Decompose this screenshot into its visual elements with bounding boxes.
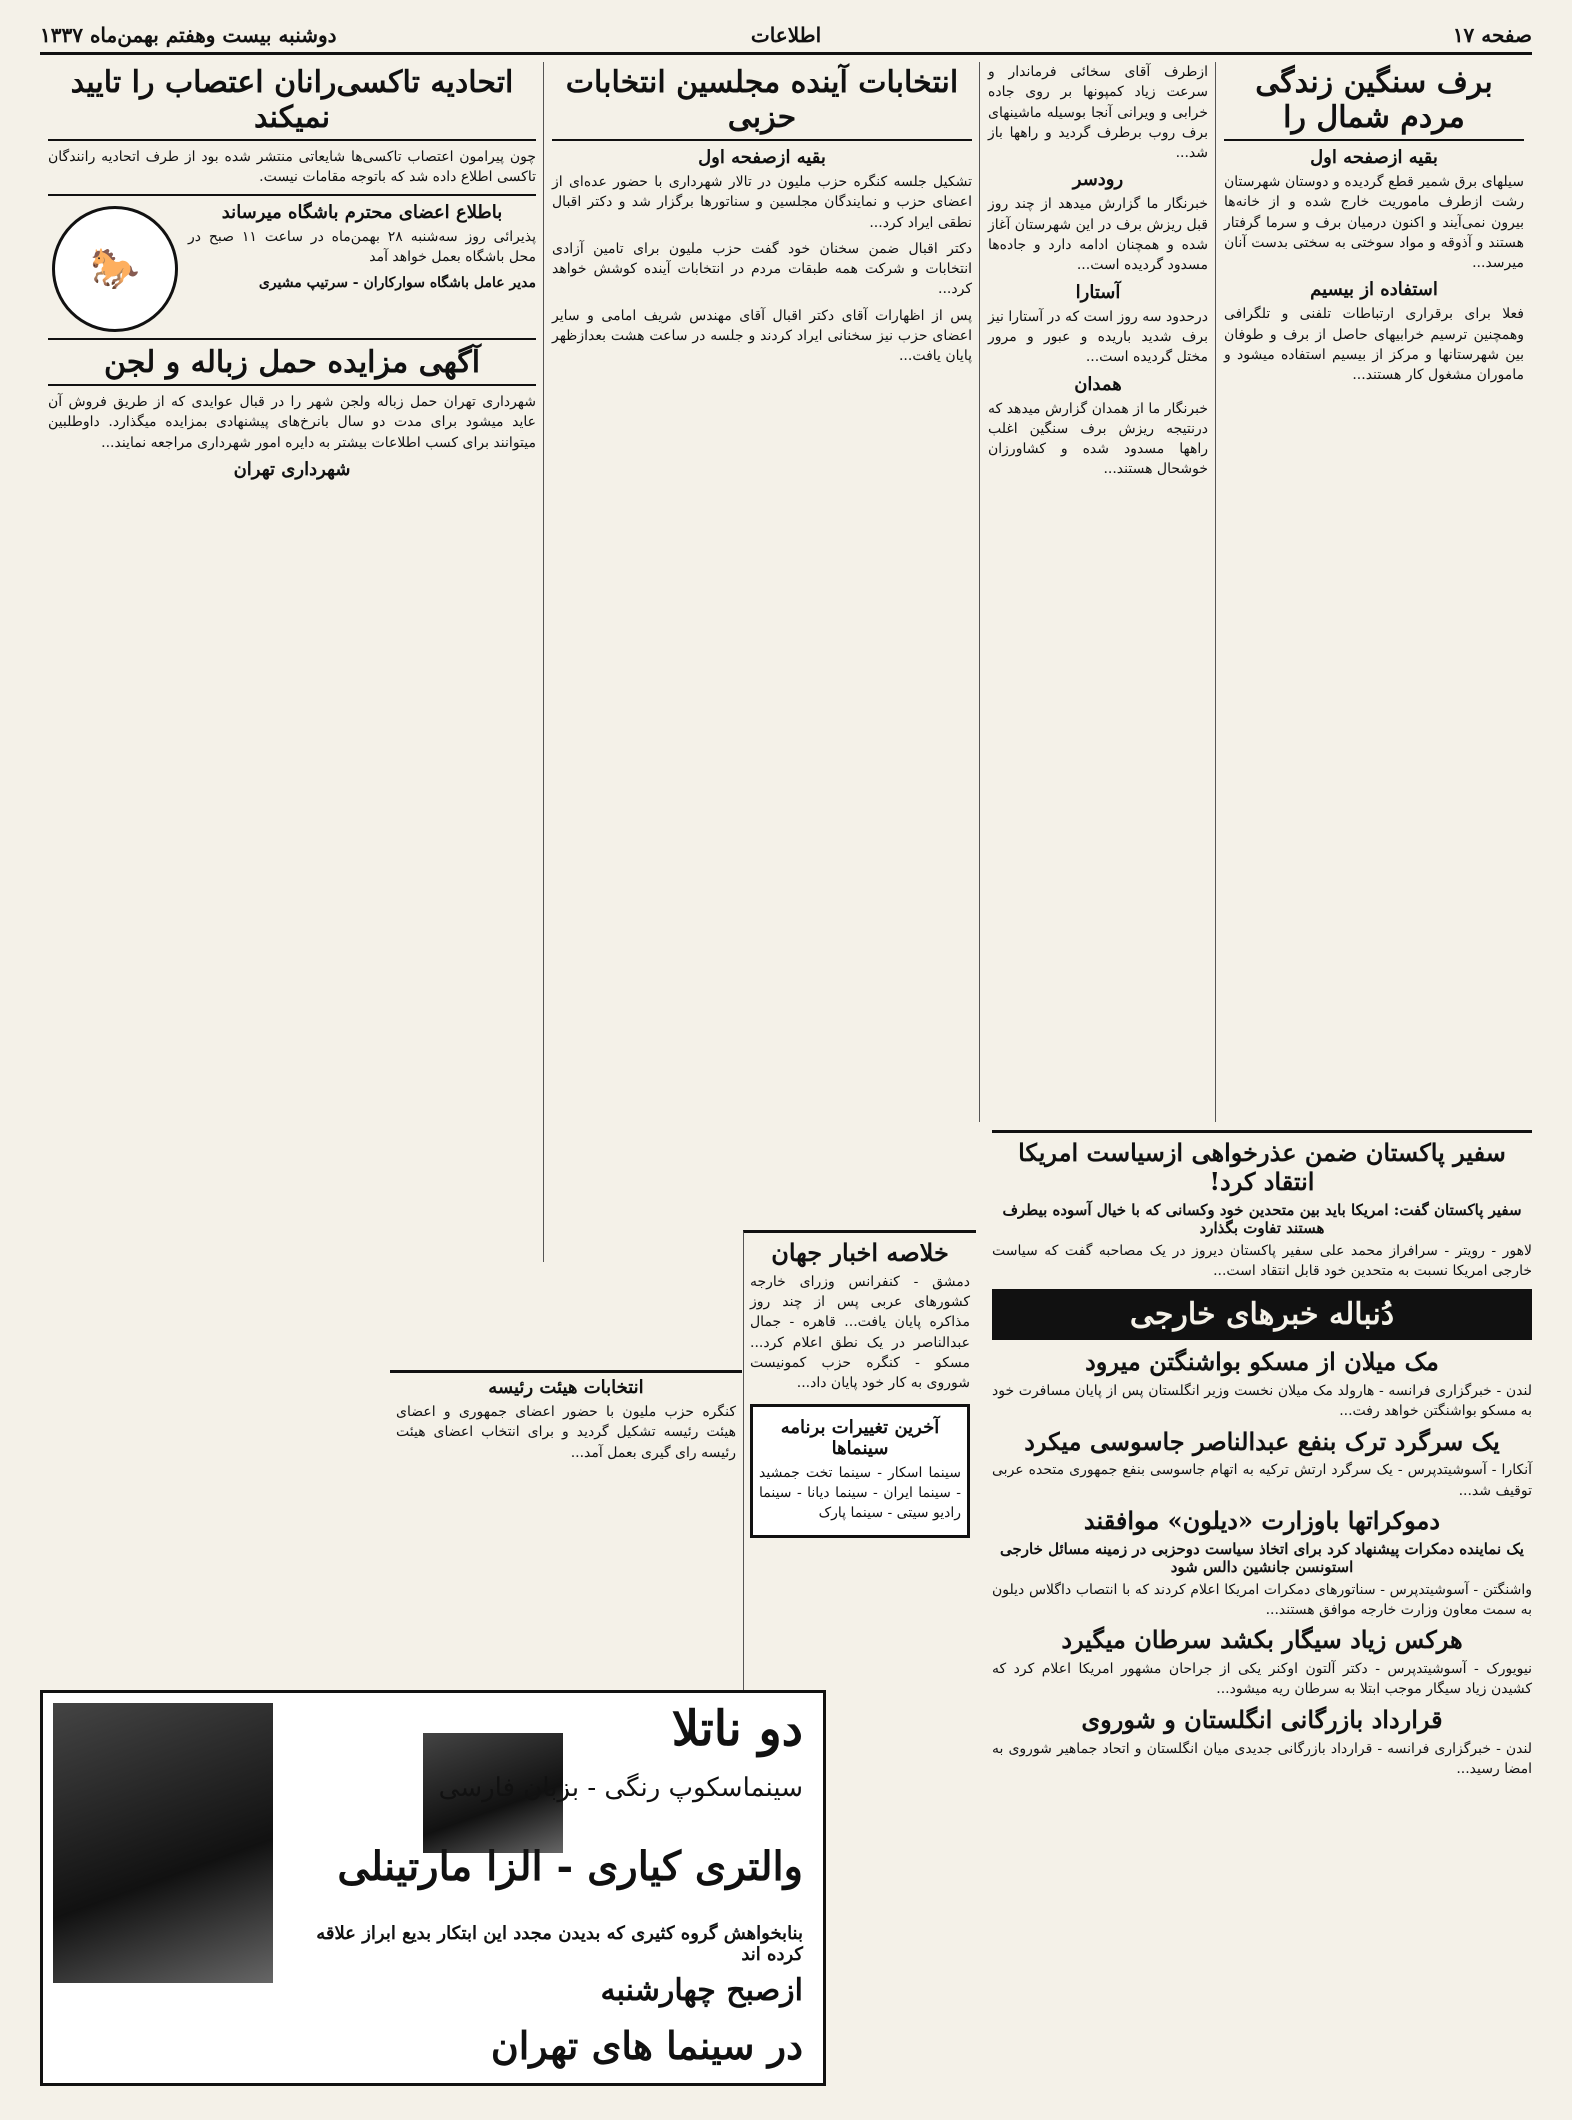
foreign-news-block — [992, 1130, 1532, 2083]
page-header — [40, 18, 1532, 55]
actress-photo — [53, 1703, 273, 1983]
column-taxi-notices — [40, 62, 544, 1362]
city-hamadan: همدان — [1074, 373, 1122, 395]
subhead-snow: بقیه ازصفحه اول — [1310, 147, 1438, 168]
elections-body-1: تشکیل جلسه کنگره حزب ملیون در تالار شهرداری با حضور عده‌ای از اعضای حزب و نمایندگان مجلسین و سناتورها برگزار شد و دکتر اقبال نطقی ایراد کرد... — [552, 174, 972, 231]
party-congress-column — [390, 1370, 742, 1693]
auction-sign: شهرداری تهران — [233, 458, 351, 480]
world-body: دمشق - کنفرانس وزرای خارجه کشورهای عربی پس از چند روز مذاکره پایان یافت... قاهره - جمال عبدالناصر در یک نطق اعلام کرد... مسکو - کنگره حزب کمونیست شوروی به کار خود پایان داد... — [750, 1273, 970, 1392]
headline-taxi: اتحادیه تاکسی‌رانان اعتصاب را تایید نمیکند — [48, 66, 536, 141]
headline-elections: انتخابات آینده مجلسین انتخابات حزبی — [552, 66, 972, 141]
macmillan-body: لندن - خبرگزاری فرانسه - هارولد مک میلان نخست وزیر انگلستان پس از پایان مسافرت خود به مسکو بواشنگتن خواهد رفت... — [992, 1382, 1532, 1420]
city-astara: آستارا — [1075, 281, 1121, 303]
party-body: کنگره حزب ملیون با حضور اعضای جمهوری و اعضای هیئت رئیسه تشکیل گردید و برای انتخاب اعضای هیئت رئیسه رای گیری بعمل آمد... — [396, 1404, 736, 1461]
taxi-body: چون پیرامون اعتصاب تاکسی‌ها شایعاتی منتشر شده بود از طرف اتحادیه رانندگان تاکسی اطلاع داده شد که باتوجه مقامات نیست. — [48, 149, 536, 186]
headline-nasser: یک سرگرد ترک بنفع عبدالناصر جاسوسی میکرد — [1024, 1426, 1500, 1456]
headline-macmillan: مک میلان از مسکو بواشنگتن میرود — [1085, 1347, 1439, 1377]
headline-snow: برف سنگین زندگی مردم شمال را — [1224, 66, 1524, 141]
club-notice-title: باطلاع اعضای محترم باشگاه میرساند — [221, 201, 503, 223]
movie-title: دو ناتلا — [671, 1701, 803, 1757]
issue-date: دوشنبه بیست وهفتم بهمن‌ماه ۱۳۳۷ — [40, 23, 337, 47]
cities-body-2: خبرنگار ما گزارش میدهد از چند روز قبل ریزش برف در این شهرستان آغاز شده و همچنان ادامه دارد و جاده‌ها مسدود گردیده است... — [988, 196, 1208, 274]
subhead-party: انتخابات هیئت رئیسه — [488, 1377, 644, 1398]
movie-format: سینماسکوپ رنگی - بزبان فارسی — [438, 1773, 803, 1803]
pakistan-body: لاهور - رویتر - سرافراز محمد علی سفیر پاکستان دیروز در یک مصاحبه گفت که سیاست خارجی امریکا نسبت به متحدین خود قابل انتقاد است... — [992, 1242, 1532, 1279]
column-elections — [543, 62, 980, 1262]
subhead-democrats: یک نماینده دمکرات پیشنهاد کرد برای اتخاذ سیاست دوحزبی در زمینه مسائل خارجی استونسن جانشین دالس شود — [1000, 1539, 1524, 1576]
club-notice-body: پذیرائی روز سه‌شنبه ۲۸ بهمن‌ماه در ساعت ۱۱ صبح در محل باشگاه بعمل خواهد آمد — [188, 228, 536, 265]
movie-cast: والتری کیاری - الزا مارتینلی — [337, 1843, 803, 1890]
cities-body-3: درحدود سه روز است که در آستارا نیز برف شدید باریده و عبور و مرور مختل گردیده است... — [988, 308, 1208, 366]
column-snow-cities — [979, 62, 1216, 1122]
subhead-elections: بقیه ازصفحه اول — [698, 147, 826, 168]
column-snow-north — [1215, 62, 1532, 1122]
elections-body-3: پس از اظهارات آقای دکتر اقبال آقای مهندس شریف امامی و سایر اعضای حزب نیز سخنانی ایراد کردند و جلسه در ساعت هشت بعدازظهر پایان یافت... — [552, 307, 972, 365]
headline-world: خلاصه اخبار جهان — [771, 1238, 949, 1267]
headline-auction: آگهی مزایده حمل زباله و لجن — [48, 346, 536, 387]
snow-body-1: سیلهای برق شمیر قطع گردیده و دوستان شهرستان رشت ازطرف ماموریت خارج شده و از خانه‌ها بیرون نمی‌آیند و اکنون درمیان برف و سرما گرفتار هستند و آذوقه و مواد سوختی به سختی بدست آنان میرسد... — [1224, 174, 1524, 272]
snow-body-2: فعلا برای برقراری ارتباطات تلفنی و تلگرافی وهمچنین ترسیم خرابیهای حاصل از برف و طوفان بین شهرستانها و مرکز از بیسیم استفاده میشود و ماموران مشغول کار هستند... — [1224, 306, 1524, 384]
movie-line: بنابخواهش گروه کثیری که بدیدن مجدد این ابتکار بدیع ابراز علاقه کرده اند — [316, 1923, 803, 1965]
club-notice-sign: مدیر عامل باشگاه سوارکاران - سرتیپ مشیری — [258, 275, 536, 292]
club-notice — [48, 202, 536, 332]
page-number: صفحه ۱۷ — [1452, 23, 1532, 47]
headline-cigarette: هرکس زیاد سیگار بکشد سرطان میگیرد — [1061, 1625, 1463, 1655]
subhead-radio: استفاده از بیسیم — [1310, 279, 1438, 301]
headline-democrats: دموکراتها باوزارت «دیلون» موافقند — [1083, 1505, 1441, 1535]
cities-body-1: ازطرف آقای سخائی فرماندار و سرعت زیاد کمپونها بر روی جاده خرابی و ویرانی آنجا بوسیله ماشینهای برف روب برطرف گردید و راهها باز شد... — [988, 64, 1208, 162]
movie-date: ازصبح چهارشنبه — [600, 1973, 803, 2008]
headline-pakistan: سفیر پاکستان ضمن عذرخواهی ازسیاست امریکا انتقاد کرد! — [1018, 1138, 1506, 1196]
paper-name: اطلاعات — [750, 23, 822, 47]
nasser-body: آنکارا - آسوشیتدپرس - یک سرگرد ارتش ترکیه به اتهام جاسوسی بنفع جمهوری متحده عربی توقیف شد... — [992, 1462, 1532, 1499]
divider — [48, 194, 536, 196]
foreign-news-banner: دُنباله خبرهای خارجی — [992, 1289, 1532, 1340]
cigarette-body: نیویورک - آسوشیتدپرس - دکتر آلتون اوکنر یکی از جراحان مشهور امریکا اعلام کرد که کشیدن زیاد سیگار موجب ابتلا به سرطان ریه میشود... — [992, 1661, 1532, 1698]
trade-body: لندن - خبرگزاری فرانسه - قرارداد بازرگانی جدیدی میان انگلستان و اتحاد جماهیر شوروی به امضا رسید... — [992, 1740, 1532, 1777]
subhead-pakistan: سفیر پاکستان گفت: امریکا باید بین متحدین خود وکسانی که با خیال آسوده بیطرف هستند تفاوت بگذارد — [1002, 1200, 1522, 1237]
cinema-box — [750, 1404, 970, 1539]
democrats-body: واشنگتن - آسوشیتدپرس - سناتورهای دمکرات امریکا اعلام کردند که با انتصاب داگلاس دیلون به سمت معاون وزارت خارجه موافق هستند... — [992, 1581, 1532, 1619]
movie-place: در سینما های تهران — [490, 2023, 803, 2068]
city-roudsar: رودسر — [1072, 169, 1124, 191]
divider — [48, 338, 536, 340]
movie-advertisement — [40, 1690, 826, 2086]
cities-body-4: خبرنگار ما از همدان گزارش میدهد که درنتیجه ریزش برف سنگین اغلب راهها مسدود شده و کشاورزان خوشحال هستند... — [988, 400, 1208, 478]
cinema-box-body: سینما اسکار - سینما تخت جمشید - سینما ایران - سینما دیانا - سینما رادیو سیتی - سینما پارک — [759, 1464, 961, 1522]
elections-body-2: دکتر اقبال ضمن سخنان خود گفت حزب ملیون برای تامین آزادی انتخابات و شرکت همه طبقات مردم در انتخابات آینده کوشش خواهد کرد... — [552, 240, 972, 298]
horse-logo-icon: 🐎 — [52, 206, 178, 332]
auction-body: شهرداری تهران حمل زباله ولجن شهر را در قبال عوایدی که از طریق فروش آن عاید میشود برای مدت دو سال بانرخ‌های پیشنهادی بمزایده میگذارد. داوطلبین میتوانند برای کسب اطلاعات بیشتر به دایره امور شهرداری مراجعه نمایند... — [48, 394, 536, 451]
cinema-box-title: آخرین تغییرات برنامه سینماها — [780, 1416, 940, 1459]
headline-trade: قرارداد بازرگانی انگلستان و شوروی — [1081, 1704, 1443, 1734]
